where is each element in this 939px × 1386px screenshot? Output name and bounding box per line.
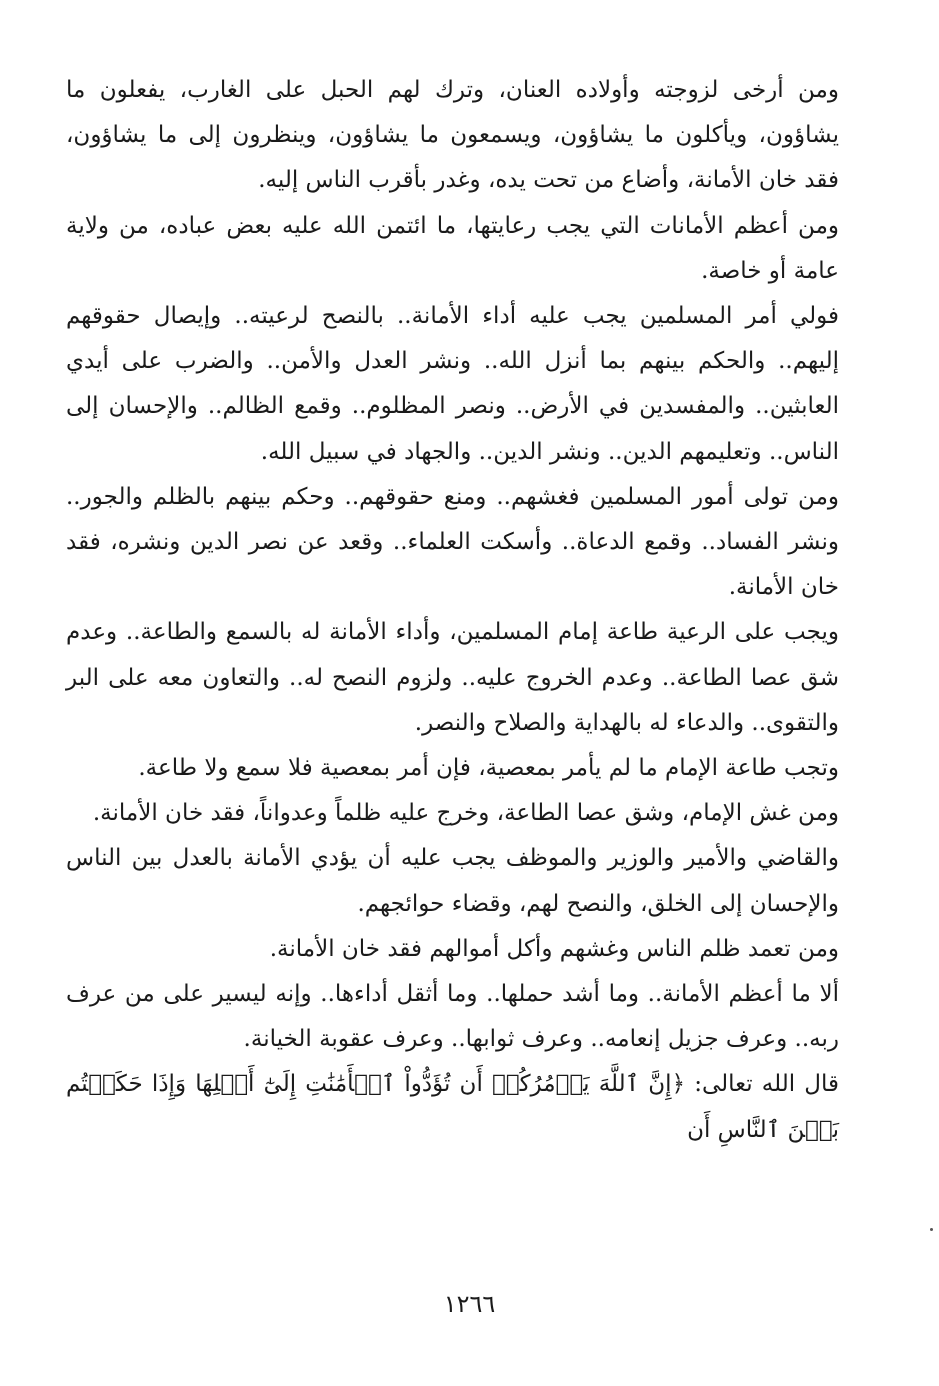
paragraph-officials-duty: والقاضي والأمير والوزير والموظف يجب عليه أن يؤدي الأمانة بالعدل بين الناس والإحسان إلى الخلق، والنصح لهم، وقضاء حوائجهم. [66,845,839,917]
paragraph-quran-quote [66,1062,839,1152]
quote-lead-text: قال الله تعالى: [685,1071,840,1098]
paragraph-greatest-trusts: ومن أعظم الأمانات التي يجب رعايتها، ما ائتمن الله عليه بعض عباده، من ولاية عامة أو خاصة. [66,212,839,284]
paragraph-oppression: ومن تعمد ظلم الناس وغشهم وأكل أموالهم فقد خان الأمانة. [269,935,839,962]
paragraph-ruler-duties: فولي أمر المسلمين يجب عليه أداء الأمانة.. بالنصح لرعيته.. وإيصال حقوقهم إليهم.. والحكم بينهم بما أنزل الله.. ونشر العدل والأمن.. والضرب على أيدي العابثين.. والمفسدين في الأرض.. ونصر المظلوم.. وقمع الظالم.. والإحسان إلى الناس.. وتعليمهم الدين.. ونشر الدين.. والجهاد في سبيل الله. [66,303,839,465]
paragraph-subjects-obedience: ويجب على الرعية طاعة إمام المسلمين، وأداء الأمانة له بالسمع والطاعة.. وعدم شق عصا الطاعة.. وعدم الخروج عليه.. ولزوم النصح له.. والتعاون معه على البر والتقوى.. والدعاء له بالهداية والصلاح والنصر. [66,619,839,736]
paragraph-obedience-limit: وتجب طاعة الإمام ما لم يأمر بمعصية، فإن أمر بمعصية فلا سمع ولا طاعة. [138,755,839,782]
paragraph-weight-of-trust: ألا ما أعظم الأمانة.. وما أشد حملها.. وما أثقل أداءها.. وإنه ليسير على من عرف ربه.. وعرف جزيل إنعامه.. وعرف ثوابها.. وعرف عقوبة الخيانة. [66,981,839,1053]
quran-verse-text: ﴿إِنَّ ٱللَّهَ يَأۡمُرُكُمۡ أَن تُؤَدُّواْ ٱلۡأَمَٰنَٰتِ إِلَىٰٓ أَهۡلِهَا وَإِذَا حَكَمۡتُم بَيۡنَ ٱلنَّاسِ أَن [66,1071,839,1143]
scan-dot-mark [930,1228,933,1231]
paragraph-ruler-betrayal: ومن تولى أمور المسلمين فغشهم.. ومنع حقوقهم.. وحكم بينهم بالظلم والجور.. ونشر الفساد.. وقمع الدعاة.. وأسكت العلماء.. وقعد عن نصر الدين ونشره، فقد خان الأمانة. [66,483,839,601]
body-text [66,68,839,1153]
page-number: ١٢٦٦ [443,1290,496,1318]
paragraph-family-trust: ومن أرخى لزوجته وأولاده العنان، وترك لهم الحبل على الغارب، يفعلون ما يشاؤون، ويأكلون ما يشاؤون، ويسمعون ما يشاؤون، وينظرون إلى ما يشاؤون، فقد خان الأمانة، وأضاع من تحت يده، وغدر بأقرب الناس إليه. [66,77,839,194]
paragraph-deceiving-imam: ومن غش الإمام، وشق عصا الطاعة، وخرج عليه ظلماً وعدواناً، فقد خان الأمانة. [92,800,839,827]
